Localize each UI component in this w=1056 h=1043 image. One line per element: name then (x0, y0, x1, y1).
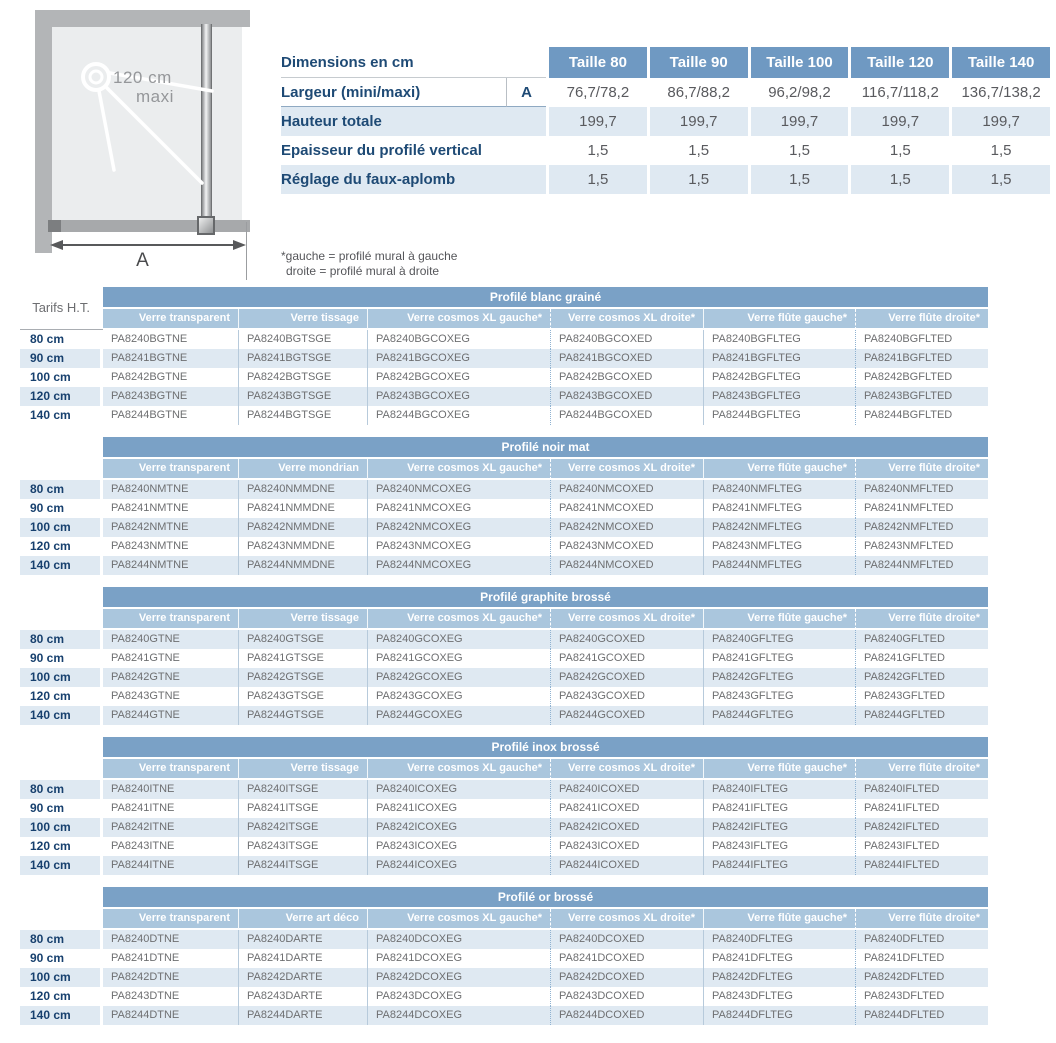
product-code: PA8241DCOXEG (367, 949, 550, 968)
product-code: PA8243BGTNE (103, 387, 238, 406)
shower-head-icon (52, 27, 242, 223)
size-row-label: 90 cm (20, 499, 103, 518)
product-code: PA8244DCOXEG (367, 1006, 550, 1025)
glass-column-header: Verre flûte droite* (855, 309, 988, 330)
product-code: PA8242BGTNE (111, 371, 188, 383)
price-table (20, 287, 988, 425)
size-row-label: 140 cm (20, 1006, 103, 1025)
product-code: PA8244NMCOXEG (367, 556, 550, 575)
product-code: PA8242GTNE (103, 668, 238, 687)
price-table (20, 437, 988, 575)
product-code: PA8241BGFLTEG (703, 349, 855, 368)
size-column-header: Taille 80 (546, 47, 647, 78)
product-code: PA8242NMCOXED (550, 518, 703, 537)
dimension-value: 1,5 (647, 165, 748, 194)
profile-foot (197, 216, 215, 235)
product-code: PA8241BGFLTED (855, 349, 988, 368)
product-code: PA8242ITSGE (238, 818, 367, 837)
max-width-label: 120 cm (113, 68, 172, 87)
size-row-label: 90 cm (20, 349, 103, 368)
product-code: PA8243IFLTEG (703, 837, 855, 856)
glass-column-header: Verre flûte gauche* (703, 759, 855, 780)
product-code: PA8244DTNE (103, 1006, 238, 1025)
product-code: PA8242GFLTED (855, 668, 988, 687)
product-code: PA8240NMTNE (103, 480, 238, 499)
product-code: PA8242DCOXED (550, 968, 703, 987)
product-code: PA8240DTNE (103, 930, 238, 949)
dimension-row-label: Epaisseur du profilé vertical (281, 142, 482, 159)
product-code: PA8240NMFLTEG (703, 480, 855, 499)
size-row-label: 140 cm (20, 856, 103, 875)
product-code: PA8240NMMDNE (238, 480, 367, 499)
size-column-header: Taille 100 (748, 47, 849, 78)
product-code: PA8240GCOXED (550, 630, 703, 649)
product-code: PA8240BGTNE (111, 333, 188, 345)
product-code: PA8241GCOXEG (367, 649, 550, 668)
glass-column-header: Verre cosmos XL droite* (550, 609, 703, 630)
size-row-label: 100 cm (20, 968, 103, 987)
size-row-label: 100 cm (20, 818, 103, 837)
size-row-label: 140 cm (20, 706, 103, 725)
product-code: PA8240NMCOXED (550, 480, 703, 499)
product-code: PA8243DFLTEG (703, 987, 855, 1006)
glass-column-header: Verre tissage (238, 309, 367, 330)
dimension-ref-letter (506, 165, 546, 194)
size-row-label: 100 cm (20, 518, 103, 537)
price-tables (20, 287, 988, 1037)
dimension-value: 1,5 (546, 165, 647, 194)
product-code: PA8240ITNE (103, 780, 238, 799)
size-row-label: 80 cm (20, 480, 103, 499)
size-column-header: Taille 120 (848, 47, 949, 78)
product-code: PA8243GFLTEG (703, 687, 855, 706)
product-code: PA8240NMCOXEG (367, 480, 550, 499)
dimension-value: 116,7/118,2 (848, 78, 949, 107)
product-code: PA8241ITNE (111, 802, 175, 814)
spacer (20, 309, 103, 330)
spacer (20, 887, 103, 909)
size-row-label: 120 cm (20, 687, 103, 706)
product-code: PA8244NMTNE (103, 556, 238, 575)
product-code: PA8243DTNE (111, 990, 180, 1002)
product-code: PA8244DFLTED (855, 1006, 988, 1025)
product-code: PA8241BGTNE (103, 349, 238, 368)
product-code: PA8242NMCOXEG (367, 518, 550, 537)
profile-table-title: Profilé noir mat (103, 437, 988, 459)
glass-column-header: Verre flûte gauche* (703, 459, 855, 480)
glass-column-header: Verre tissage (238, 609, 367, 630)
glass-column-header: Verre flûte gauche* (703, 909, 855, 930)
price-table (20, 737, 988, 875)
product-code: PA8240IFLTEG (703, 780, 855, 799)
product-code: PA8242ICOXEG (367, 818, 550, 837)
product-code: PA8243BGFLTEG (703, 387, 855, 406)
dimension-value: 1,5 (848, 165, 949, 194)
size-column-header: Taille 140 (949, 47, 1050, 78)
product-code: PA8243ITSGE (238, 837, 367, 856)
dimension-ref-letter (506, 107, 546, 136)
product-code: PA8244GCOXEG (367, 706, 550, 725)
product-code: PA8242BGFLTED (855, 368, 988, 387)
product-code: PA8240BGFLTED (855, 330, 988, 349)
product-code: PA8241DFLTEG (703, 949, 855, 968)
tarifs-heading: Tarifs H.T. (32, 300, 90, 315)
dimension-value: 136,7/138,2 (949, 78, 1050, 107)
product-code: PA8240NMFLTED (855, 480, 988, 499)
glass-column-header: Verre transparent (103, 909, 238, 930)
product-code: PA8241ITSGE (238, 799, 367, 818)
product-code: PA8243NMTNE (111, 540, 189, 552)
product-code: PA8241NMFLTED (855, 499, 988, 518)
product-code: PA8241DARTE (238, 949, 367, 968)
bottom-rail (48, 220, 250, 232)
product-code: PA8241NMMDNE (238, 499, 367, 518)
product-code: PA8241NMCOXEG (367, 499, 550, 518)
spacer (20, 587, 103, 609)
product-code: PA8241DFLTED (855, 949, 988, 968)
size-row-label: 120 cm (20, 537, 103, 556)
dimension-value: 199,7 (546, 107, 647, 136)
product-code: PA8243GFLTED (855, 687, 988, 706)
product-code: PA8241DCOXED (550, 949, 703, 968)
dimension-value: 199,7 (848, 107, 949, 136)
product-code: PA8244DARTE (238, 1006, 367, 1025)
profile-table-title: Profilé blanc grainé (103, 287, 988, 309)
spacer (20, 287, 103, 309)
dimension-value: 1,5 (949, 165, 1050, 194)
product-code: PA8244ITNE (103, 856, 238, 875)
glass-column-header: Verre flûte droite* (855, 759, 988, 780)
glass-column-header: Verre flûte droite* (855, 459, 988, 480)
product-code: PA8242ITNE (103, 818, 238, 837)
product-code: PA8240ITSGE (238, 780, 367, 799)
size-row-label: 120 cm (20, 987, 103, 1006)
product-code: PA8242GTSGE (238, 668, 367, 687)
glass-column-header: Verre transparent (103, 759, 238, 780)
product-code: PA8243NMCOXED (550, 537, 703, 556)
product-code: PA8243BGCOXEG (367, 387, 550, 406)
product-code: PA8242IFLTED (855, 818, 988, 837)
dimension-value: 1,5 (748, 165, 849, 194)
product-code: PA8240BGCOXED (550, 330, 703, 349)
product-code: PA8244GTSGE (238, 706, 367, 725)
product-code: PA8244GFLTEG (703, 706, 855, 725)
price-table (20, 887, 988, 1025)
product-code: PA8244BGTSGE (238, 406, 367, 425)
product-code: PA8240BGFLTEG (703, 330, 855, 349)
size-row-label: 120 cm (20, 387, 103, 406)
dimension-value: 76,7/78,2 (546, 78, 647, 107)
product-code: PA8241GCOXED (550, 649, 703, 668)
product-code: PA8242GCOXED (550, 668, 703, 687)
product-code: PA8240DFLTEG (703, 930, 855, 949)
size-row-label: 140 cm (20, 556, 103, 575)
dimension-row-label: Largeur (mini/maxi) (281, 78, 506, 107)
footnote-line-2: droite = profilé mural à droite (286, 264, 440, 278)
glass-column-header: Verre transparent (103, 459, 238, 480)
product-code: PA8243ITNE (111, 840, 175, 852)
product-code: PA8240GFLTED (855, 630, 988, 649)
glass-column-header: Verre cosmos XL droite* (550, 759, 703, 780)
profile-table-title: Profilé or brossé (103, 887, 988, 909)
dimension-row-label: Hauteur totale (281, 107, 506, 136)
product-code: PA8240DARTE (238, 930, 367, 949)
glass-column-header: Verre tissage (238, 759, 367, 780)
size-row-label: 90 cm (20, 649, 103, 668)
glass-column-header: Verre cosmos XL gauche* (367, 609, 550, 630)
product-code: PA8240DFLTED (855, 930, 988, 949)
product-code: PA8240GFLTEG (703, 630, 855, 649)
product-code: PA8241DTNE (111, 952, 180, 964)
size-row-label: 100 cm (20, 368, 103, 387)
product-code: PA8240BGCOXEG (367, 330, 550, 349)
size-row-label: 90 cm (20, 949, 103, 968)
product-code: PA8242DARTE (238, 968, 367, 987)
dimension-value: 199,7 (949, 107, 1050, 136)
product-code: PA8244BGCOXEG (367, 406, 550, 425)
product-code: PA8244ICOXEG (367, 856, 550, 875)
spacer (20, 459, 103, 480)
size-row-label: 100 cm (20, 668, 103, 687)
product-code: PA8244ITSGE (238, 856, 367, 875)
dimension-value: 1,5 (848, 136, 949, 165)
dimension-value: 199,7 (647, 107, 748, 136)
size-row-label: 90 cm (20, 799, 103, 818)
glass-column-header: Verre flûte droite* (855, 609, 988, 630)
product-code: PA8244NMMDNE (238, 556, 367, 575)
spacer (20, 759, 103, 780)
product-code: PA8244ICOXED (550, 856, 703, 875)
product-code: PA8243BGCOXED (550, 387, 703, 406)
product-code: PA8244BGTNE (111, 409, 188, 421)
product-code: PA8241BGCOXED (550, 349, 703, 368)
product-code: PA8244BGFLTED (855, 406, 988, 425)
product-code: PA8243DCOXED (550, 987, 703, 1006)
dimension-value: 1,5 (949, 136, 1050, 165)
product-code: PA8244NMCOXED (550, 556, 703, 575)
product-code: PA8244IFLTEG (703, 856, 855, 875)
product-code: PA8240DCOXEG (367, 930, 550, 949)
glass-column-header: Verre transparent (103, 309, 238, 330)
product-code: PA8240BGTSGE (238, 330, 367, 349)
product-code: PA8241NMFLTEG (703, 499, 855, 518)
product-code: PA8243GTNE (111, 690, 180, 702)
product-code: PA8240GTNE (103, 630, 238, 649)
dimension-ref-letter (506, 136, 546, 165)
wall-left (35, 10, 52, 253)
product-code: PA8242GFLTEG (703, 668, 855, 687)
dimension-value: 199,7 (748, 107, 849, 136)
product-code: PA8242NMFLTED (855, 518, 988, 537)
product-code: PA8243GCOXED (550, 687, 703, 706)
product-code: PA8241IFLTEG (703, 799, 855, 818)
product-code: PA8243NMMDNE (238, 537, 367, 556)
size-row-label: 140 cm (20, 406, 103, 425)
glass-column-header: Verre cosmos XL gauche* (367, 309, 550, 330)
spacer (20, 909, 103, 930)
product-code: PA8244IFLTED (855, 856, 988, 875)
profile-table-title: Profilé graphite brossé (103, 587, 988, 609)
profile-table-title: Profilé inox brossé (103, 737, 988, 759)
product-code: PA8242NMFLTEG (703, 518, 855, 537)
product-code: PA8242BGCOXED (550, 368, 703, 387)
product-code: PA8242DTNE (103, 968, 238, 987)
size-row-label: 120 cm (20, 837, 103, 856)
glass-column-header: Verre cosmos XL droite* (550, 459, 703, 480)
size-row-label: 80 cm (20, 330, 103, 349)
wall-top (35, 10, 250, 27)
product-code: PA8243NMFLTEG (703, 537, 855, 556)
spacer (20, 437, 103, 459)
product-code: PA8243DFLTED (855, 987, 988, 1006)
product-code: PA8244GFLTED (855, 706, 988, 725)
product-code: PA8241BGCOXEG (367, 349, 550, 368)
product-code: PA8243IFLTED (855, 837, 988, 856)
product-code: PA8242BGTSGE (238, 368, 367, 387)
glass-column-header: Verre cosmos XL gauche* (367, 459, 550, 480)
product-code: PA8241ICOXED (550, 799, 703, 818)
dimensions-title: Dimensions en cm (281, 47, 546, 78)
glass-column-header: Verre art déco (238, 909, 367, 930)
product-code: PA8240IFLTED (855, 780, 988, 799)
product-code: PA8243ICOXED (550, 837, 703, 856)
dimension-row-label: Réglage du faux-aplomb (281, 165, 506, 194)
dimension-value: 96,2/98,2 (748, 78, 849, 107)
product-code: PA8243NMFLTED (855, 537, 988, 556)
product-code: PA8244DCOXED (550, 1006, 703, 1025)
width-letter-label: A (136, 250, 149, 271)
dimension-value: 1,5 (546, 136, 647, 165)
glass-column-header: Verre flûte droite* (855, 909, 988, 930)
product-code: PA8243DARTE (238, 987, 367, 1006)
product-code: PA8243DCOXEG (367, 987, 550, 1006)
dimensions-table (281, 47, 1050, 194)
product-code: PA8242BGCOXEG (367, 368, 550, 387)
product-code: PA8244GCOXED (550, 706, 703, 725)
product-code: PA8242ICOXED (550, 818, 703, 837)
product-code: PA8241ICOXEG (367, 799, 550, 818)
product-code: PA8241GFLTEG (703, 649, 855, 668)
product-code: PA8242DFLTED (855, 968, 988, 987)
product-code: PA8243GCOXEG (367, 687, 550, 706)
product-code: PA8243ICOXEG (367, 837, 550, 856)
dimension-ref-letter: A (506, 78, 546, 107)
product-code: PA8240ICOXEG (367, 780, 550, 799)
product-code: PA8241GTNE (111, 652, 180, 664)
glass-column-header: Verre transparent (103, 609, 238, 630)
spacer (20, 737, 103, 759)
product-code: PA8242NMMDNE (238, 518, 367, 537)
product-code: PA8243BGTSGE (238, 387, 367, 406)
product-code: PA8242NMTNE (103, 518, 238, 537)
product-code: PA8240GTSGE (238, 630, 367, 649)
product-code: PA8243NMCOXEG (367, 537, 550, 556)
spacer (20, 609, 103, 630)
product-code: PA8241NMCOXED (550, 499, 703, 518)
product-code: PA8244BGCOXED (550, 406, 703, 425)
bottom-rail-end (48, 220, 61, 232)
shower-diagram (35, 10, 250, 282)
product-code: PA8241GTSGE (238, 649, 367, 668)
glass-column-header: Verre cosmos XL gauche* (367, 909, 550, 930)
footnote (281, 249, 457, 279)
product-code: PA8244DFLTEG (703, 1006, 855, 1025)
footnote-line-1: *gauche = profilé mural à gauche (281, 249, 458, 263)
price-table (20, 587, 988, 725)
glass-column-header: Verre cosmos XL droite* (550, 309, 703, 330)
product-code: PA8240ICOXED (550, 780, 703, 799)
product-code: PA8244BGFLTEG (703, 406, 855, 425)
glass-column-header: Verre mondrian (238, 459, 367, 480)
glass-column-header: Verre flûte gauche* (703, 609, 855, 630)
product-code: PA8243BGFLTED (855, 387, 988, 406)
product-code: PA8240DCOXED (550, 930, 703, 949)
size-row-label: 80 cm (20, 780, 103, 799)
product-code: PA8241IFLTED (855, 799, 988, 818)
size-row-label: 80 cm (20, 930, 103, 949)
product-code: PA8241NMTNE (111, 502, 189, 514)
size-row-label: 80 cm (20, 630, 103, 649)
product-code: PA8244NMFLTED (855, 556, 988, 575)
product-code: PA8240GCOXEG (367, 630, 550, 649)
glass-column-header: Verre flûte gauche* (703, 309, 855, 330)
product-code: PA8241BGTSGE (238, 349, 367, 368)
product-code: PA8244GTNE (103, 706, 238, 725)
product-code: PA8242GCOXEG (367, 668, 550, 687)
dimension-value: 1,5 (748, 136, 849, 165)
size-column-header: Taille 90 (647, 47, 748, 78)
product-code: PA8242DFLTEG (703, 968, 855, 987)
product-code: PA8243GTSGE (238, 687, 367, 706)
product-code: PA8242BGFLTEG (703, 368, 855, 387)
dimension-value: 86,7/88,2 (647, 78, 748, 107)
product-code: PA8244NMFLTEG (703, 556, 855, 575)
product-code: PA8242IFLTEG (703, 818, 855, 837)
dimension-value: 1,5 (647, 136, 748, 165)
glass-column-header: Verre cosmos XL droite* (550, 909, 703, 930)
product-code: PA8242DCOXEG (367, 968, 550, 987)
glass-column-header: Verre cosmos XL gauche* (367, 759, 550, 780)
product-code: PA8241GFLTED (855, 649, 988, 668)
max-width-label-2: maxi (136, 87, 174, 106)
